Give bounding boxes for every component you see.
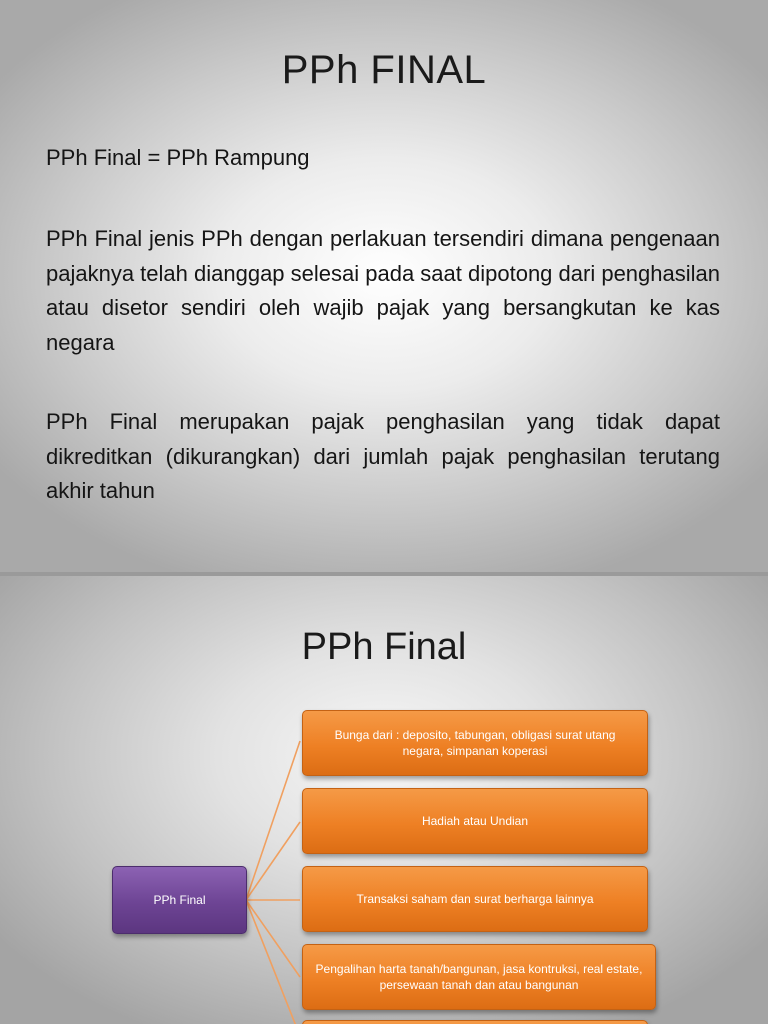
connector-line: [246, 741, 300, 900]
slide-title: PPh Final: [301, 626, 467, 668]
connector-line: [246, 822, 300, 900]
slide-title: PPh FINAL: [281, 48, 487, 92]
paragraph-definition-long: PPh Final jenis PPh dengan perlakuan tersendiri dimana pengenaan pajaknya telah dianggap selesai pada saat dipotong dari penghasilan atau disetor sendiri oleh wajib pajak yang bersangkutan ke kas negara: [46, 226, 720, 355]
branch-label: Pengalihan harta tanah/bangunan, jasa kontruksi, real estate, persewaan tanah dan atau bangunan: [315, 962, 643, 992]
paragraph-not-creditable: PPh Final merupakan pajak penghasilan yang tidak dapat dikreditkan (dikurangkan) dari jumlah pajak penghasilan terutang akhir tahun: [46, 409, 720, 503]
diagram-branch-bunga: [302, 710, 648, 776]
diagram-branch-cutoff: [302, 1020, 648, 1024]
paragraph-definition-short: PPh Final = PPh Rampung: [46, 145, 310, 170]
branch-label: Bunga dari : deposito, tabungan, obligasi surat utang negara, simpanan koperasi: [334, 728, 616, 758]
slide-2: [0, 576, 768, 1024]
branch-label: Hadiah atau Undian: [421, 814, 529, 828]
diagram-branch-pengalihan: [302, 944, 656, 1010]
root-node-label: PPh Final: [153, 893, 206, 907]
connector-line: [246, 900, 300, 977]
diagram-branch-hadiah: [302, 788, 648, 854]
connector-line: [246, 900, 300, 1024]
diagram-root-node: [112, 866, 247, 934]
diagram-branch-saham: [302, 866, 648, 932]
branch-label: Transaksi saham dan surat berharga lainnya: [356, 892, 594, 906]
